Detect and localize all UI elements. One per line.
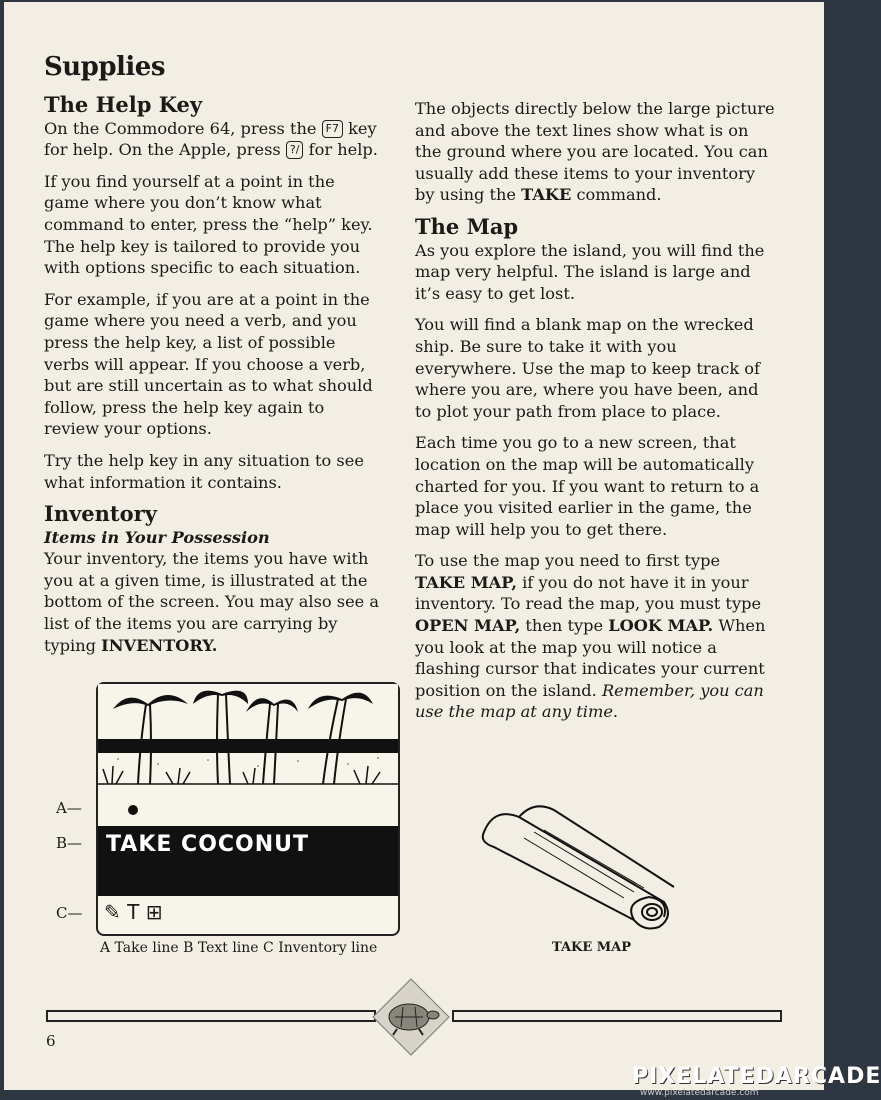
help-p1-text-a: On the Commodore 64, press the: [44, 118, 317, 138]
inventory-paragraph: [44, 548, 384, 656]
map-paragraph-1: As you explore the island, you will find the map very helpful. The island is large and it’s easy to get lost.: [415, 240, 765, 303]
take-map-command: TAKE MAP,: [415, 572, 517, 592]
page-number: 6: [46, 1032, 56, 1050]
left-column: [44, 94, 384, 666]
turtle-emblem-icon: [371, 977, 451, 1057]
help-paragraph-1: [44, 118, 384, 161]
open-map-command: OPEN MAP,: [415, 616, 521, 636]
objects-paragraph: [415, 98, 775, 206]
map-p4-text-c: then type: [525, 616, 604, 636]
objects-text-b: command.: [576, 185, 662, 205]
brand-watermark: PIXELATEDARCADE: [632, 1064, 881, 1089]
marker-b: B—: [56, 834, 83, 852]
map-paragraph-4: [415, 550, 775, 723]
question-key-icon: ?/: [286, 141, 304, 159]
map-title: The Map: [415, 213, 519, 239]
inventory-line: [104, 900, 162, 924]
footer-rule-right: [452, 1010, 782, 1022]
manual-page: [4, 2, 824, 1090]
map-p4-text-b: if you do not have it in your inventory. To read the map, you must type: [415, 572, 762, 614]
brand-url: www.pixelatedarcade.com: [640, 1088, 759, 1098]
take-command: TAKE: [521, 185, 572, 205]
inventory-command: INVENTORY.: [101, 635, 218, 655]
tool-icon: T: [127, 900, 140, 924]
right-column: [415, 98, 775, 733]
footer-rule-left: [46, 1010, 376, 1022]
map-p4-text-d: When you look at the map you will notice a flashing cursor that indicates your current position on the island.: [415, 616, 766, 700]
rolled-map-icon: [474, 792, 679, 942]
map-p4-text-a: To use the map you need to first type: [415, 551, 721, 571]
help-paragraph-4: Try the help key in any situation to see what information it contains.: [44, 450, 364, 492]
island-scene-illustration: [98, 684, 398, 796]
inventory-subtitle: Items in Your Possession: [44, 527, 270, 547]
help-p1-text-b: key for help. On the Apple, press: [44, 118, 377, 160]
help-p1-text-c: for help.: [308, 140, 378, 160]
help-paragraph-2: If you find yourself at a point in the game where you don’t know what command to enter, press the “help” key. The help key is tailored to provide you with options specific to each situation.: [44, 171, 373, 278]
map-p4-italic: Remember, you can use the map at any time.: [415, 680, 764, 722]
marker-a: A—: [56, 799, 82, 817]
f7-key-icon: F7: [322, 120, 343, 138]
box-icon: ⊞: [145, 900, 163, 924]
figure-caption: A Take line B Text line C Inventory line: [100, 940, 378, 956]
objects-text-a: The objects directly below the large picture and above the text lines show what is on the ground where you are located. You can usually add these items to your inventory by using the: [415, 99, 775, 205]
coconut-icon: [128, 805, 138, 815]
help-key-title: The Help Key: [44, 92, 203, 117]
look-map-command: LOOK MAP.: [608, 616, 714, 636]
text-line: TAKE COCONUT: [98, 826, 398, 896]
knife-icon: ✎: [104, 900, 121, 924]
map-paragraph-3: Each time you go to a new screen, that location on the map will be automatically charted for you. If you want to return to a place you visited earlier in the game, the map will help you to get there.: [415, 433, 760, 539]
help-paragraph-3: For example, if you are at a point in the game where you need a verb, and you press the help key, a list of possible verbs will appear. If you choose a verb, but are still uncertain as to what should follow, press the help key again to review your options.: [44, 289, 373, 439]
inventory-text: Your inventory, the items you have with you at a given time, is illustrated at the bottom of the screen. You may also see a list of the items you are carrying by typing: [44, 549, 380, 655]
map-paragraph-2: You will find a blank map on the wrecked ship. Be sure to take it with you everywhere. Use the map to keep track of where you are, where you have been, and to plot your path from place to place.: [415, 315, 761, 421]
marker-c: C—: [56, 904, 83, 922]
page-heading: Supplies: [44, 52, 165, 82]
game-screen-figure: [96, 682, 400, 936]
scroll-caption: TAKE MAP: [552, 940, 632, 955]
inventory-title: Inventory: [44, 501, 157, 527]
